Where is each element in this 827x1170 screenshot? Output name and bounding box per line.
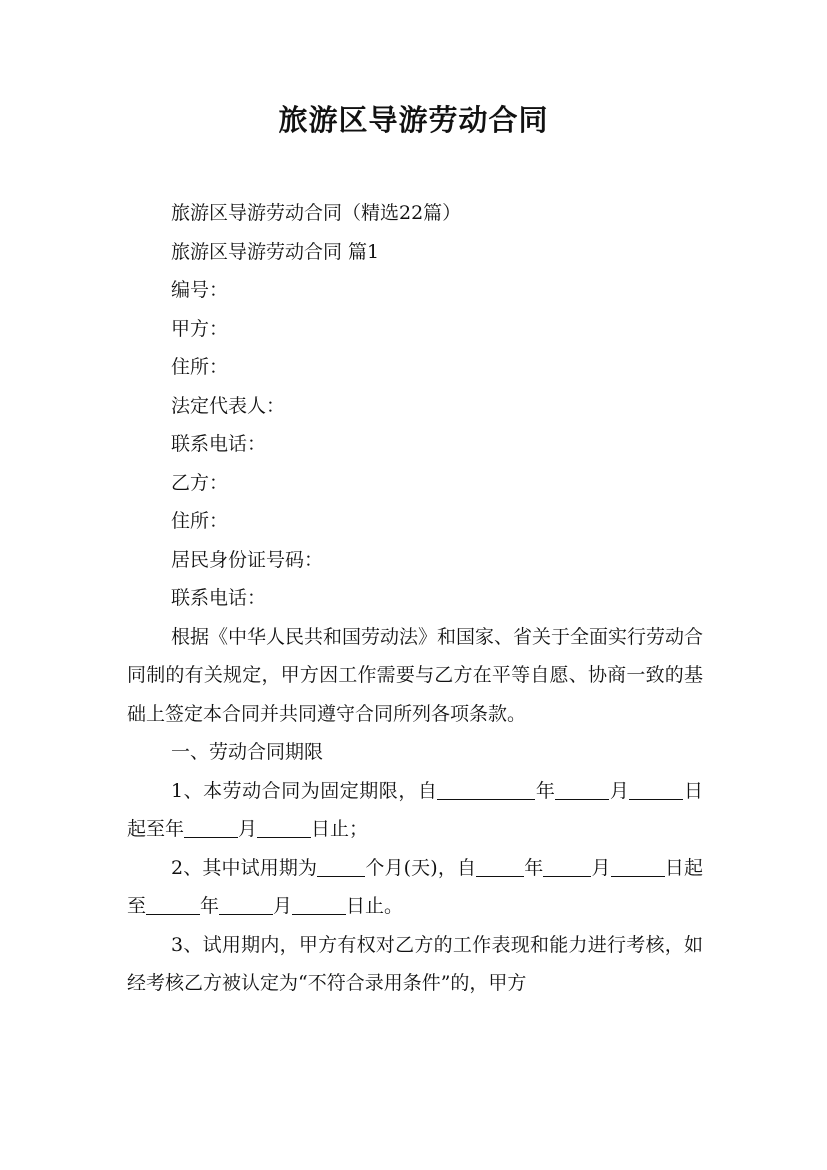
clause-1-day-end: 日止； — [311, 818, 369, 840]
party-b-address: 住所： — [171, 510, 229, 532]
clause-2-paragraph — [127, 849, 703, 926]
blank-line — [437, 779, 535, 800]
party-b-phone: 联系电话： — [171, 587, 267, 609]
clause-2-year: 年 — [524, 856, 544, 879]
blank-line — [184, 817, 238, 838]
party-b-label: 乙方： — [171, 471, 229, 494]
blank-line — [611, 856, 665, 877]
blank-line — [543, 856, 591, 877]
clause-1-month: 月 — [609, 779, 630, 802]
party-a-address: 住所： — [171, 356, 229, 378]
blank-line — [476, 856, 524, 877]
clause-2-day-end: 日止。 — [346, 895, 404, 917]
blank-line — [219, 894, 273, 915]
blank-line — [146, 894, 200, 915]
clause-2-prefix: 2、其中试用期为 — [171, 856, 318, 879]
article-heading: 旅游区导游劳动合同 篇1 — [171, 240, 380, 263]
clause-1-paragraph — [127, 772, 703, 849]
clause-1-prefix: 1、本劳动合同为固定期限，自 — [171, 779, 438, 802]
party-a-phone: 联系电话： — [171, 433, 267, 455]
clause-1-year: 年 — [535, 779, 556, 802]
clause-1-day-from: 日起至年 — [127, 779, 703, 840]
party-a-label: 甲方： — [171, 317, 229, 340]
clause-3-paragraph: 3、试用期内，甲方有权对乙方的工作表现和能力进行考核，如经考核乙方被认定为“不符合录用条件”的，甲方 — [127, 933, 703, 994]
blank-line — [317, 856, 365, 877]
clause-2-months: 个月(天)，自 — [365, 856, 477, 879]
document-title: 旅游区导游劳动合同 — [278, 103, 549, 137]
legal-representative: 法定代表人： — [171, 394, 286, 417]
blank-line — [629, 779, 683, 800]
clause-2-year-to: 年 — [200, 895, 220, 917]
document-body — [127, 194, 703, 1003]
clause-2-month: 月 — [591, 856, 611, 879]
clause-1-month-to: 月 — [238, 818, 258, 840]
blank-line — [555, 779, 609, 800]
clause-2-day-from: 日起至 — [127, 856, 703, 917]
collection-title: 旅游区导游劳动合同（精选22篇） — [171, 202, 462, 224]
clause-2-month-to: 月 — [273, 895, 293, 917]
blank-line — [292, 894, 346, 915]
preamble-paragraph: 根据《中华人民共和国劳动法》和国家、省关于全面实行劳动合同制的有关规定，甲方因工作需要与乙方在平等自愿、协商一致的基础上签定本合同并共同遵守合同所列各项条款。 — [127, 625, 704, 725]
number-field: 编号： — [171, 279, 229, 301]
section-1-heading: 一、劳动合同期限 — [171, 741, 324, 763]
id-number-field: 居民身份证号码： — [171, 548, 324, 571]
blank-line — [257, 817, 311, 838]
